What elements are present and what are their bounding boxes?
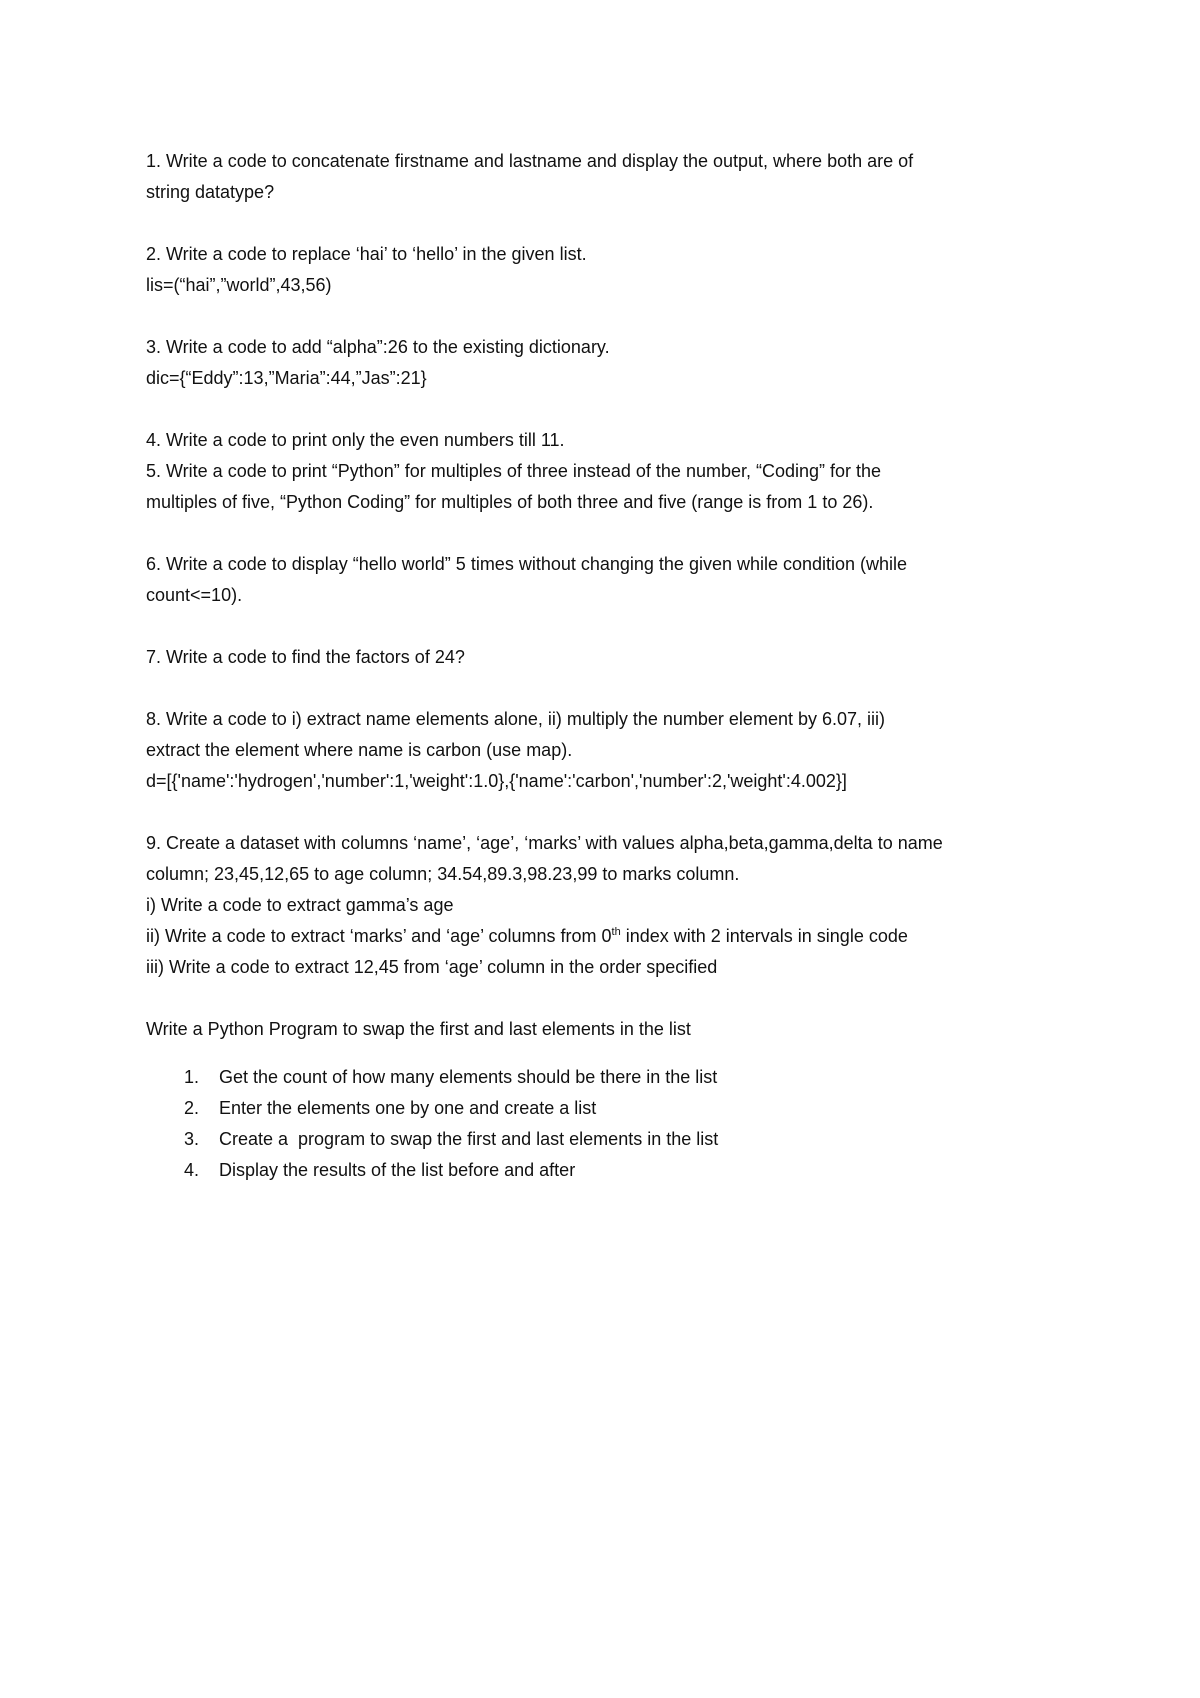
sub-question-part: ii) Write a code to extract ‘marks’ and ‘age’ columns from 0 [146, 926, 612, 946]
list-text: Get the count of how many elements should be there in the list [219, 1067, 718, 1087]
sub-question-part: index with 2 intervals in single code [620, 926, 908, 946]
question-text: 5. Write a code to print “Python” for multiples of three instead of the number, “Coding” for the [146, 461, 882, 481]
steps-list [146, 1062, 1076, 1186]
document-body [146, 146, 1076, 1186]
list-text: Create a program to swap the first and last elements in the list [219, 1129, 719, 1149]
question-text: count<=10). [146, 585, 243, 605]
question-text: 2. Write a code to replace ‘hai’ to ‘hello’ in the given list. [146, 244, 587, 264]
swap-program-section [146, 1014, 1076, 1186]
question-9 [146, 828, 1076, 983]
question-text: 6. Write a code to display “hello world” 5 times without changing the given while condition (while [146, 554, 908, 574]
question-text: multiples of five, “Python Coding” for multiples of both three and five (range is from 1 to 26). [146, 492, 874, 512]
question-8 [146, 704, 1076, 797]
code-snippet: lis=(“hai”,”world”,43,56) [146, 275, 332, 295]
question-6 [146, 549, 1076, 611]
question-text: 8. Write a code to i) extract name elements alone, ii) multiply the number element by 6.07, iii) [146, 709, 886, 729]
list-item [184, 1062, 1076, 1093]
list-item [184, 1155, 1076, 1186]
sub-question [146, 921, 1076, 952]
code-snippet: d=[{'name':'hydrogen','number':1,'weight':1.0},{'name':'carbon','number':2,'weight':4.002}] [146, 771, 847, 791]
list-text: Enter the elements one by one and create a list [219, 1098, 597, 1118]
sub-question: i) Write a code to extract gamma’s age [146, 895, 454, 915]
question-3 [146, 332, 1076, 394]
list-number: 3. [184, 1129, 200, 1149]
question-text: 9. Create a dataset with columns ‘name’, ‘age’, ‘marks’ with values alpha,beta,gamma,delta to name [146, 833, 943, 853]
question-text: string datatype? [146, 182, 275, 202]
question-text: 4. Write a code to print only the even numbers till 11. [146, 430, 565, 450]
question-text: 1. Write a code to concatenate firstname and lastname and display the output, where both are of [146, 151, 914, 171]
list-item [184, 1093, 1076, 1124]
question-7 [146, 642, 1076, 673]
list-item [184, 1124, 1076, 1155]
question-text: extract the element where name is carbon (use map). [146, 740, 573, 760]
list-number: 1. [184, 1067, 200, 1087]
ordinal-superscript: th [611, 926, 621, 938]
question-text: column; 23,45,12,65 to age column; 34.54,89.3,98.23,99 to marks column. [146, 864, 740, 884]
list-number: 4. [184, 1160, 200, 1180]
code-snippet: dic={“Eddy”:13,”Maria”:44,”Jas”:21} [146, 368, 427, 388]
list-number: 2. [184, 1098, 200, 1118]
question-text: 3. Write a code to add “alpha”:26 to the existing dictionary. [146, 337, 610, 357]
question-5 [146, 456, 1076, 518]
sub-question: iii) Write a code to extract 12,45 from ‘age’ column in the order specified [146, 957, 718, 977]
question-1 [146, 146, 1076, 208]
question-2 [146, 239, 1076, 301]
question-4 [146, 425, 1076, 456]
list-text: Display the results of the list before and after [219, 1160, 576, 1180]
section-title: Write a Python Program to swap the first and last elements in the list [146, 1019, 691, 1039]
question-text: 7. Write a code to find the factors of 24? [146, 647, 465, 667]
